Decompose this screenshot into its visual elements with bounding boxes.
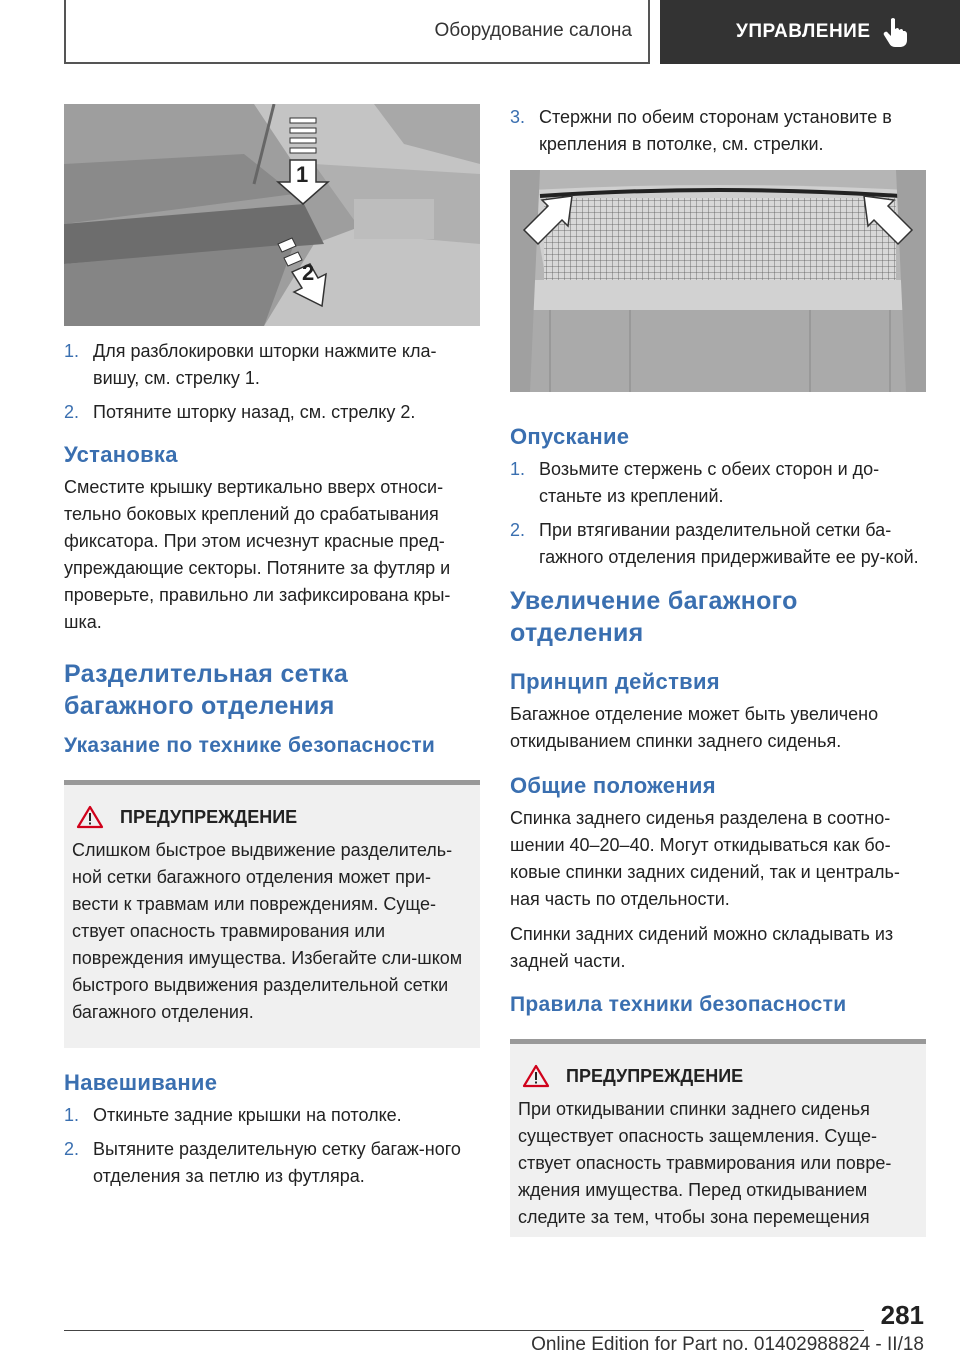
figure-label-1: 1 — [296, 162, 309, 187]
header-chapter-title: УПРАВЛЕНИЕ — [736, 21, 871, 42]
warning-triangle-icon — [522, 1064, 550, 1088]
footer-edition: Online Edition for Part no. 01402988824 - II/18 — [531, 1334, 924, 1355]
enlarge-heading: Увеличение багажного отделения — [510, 587, 798, 647]
warning-text-2: При откидывании спинки заднего сиденья существует опасность защемления. Суще-ствует опасность травмирования или повре-ждения имущества. Перед откидыванием следите за тем, чтобы зона перемещения — [518, 1099, 892, 1227]
principle-text: Багажное отделение может быть увеличено откидыванием спинки заднего сиденья. — [510, 704, 879, 751]
figure-label-2: 2 — [302, 260, 315, 285]
install-net-steps — [510, 104, 926, 158]
list-item: 3. Стержни по обеим сторонам установите в крепления в потолке, см. стрелки. — [510, 107, 892, 154]
left-column — [64, 104, 480, 1197]
warning-title-2: ПРЕДУПРЕЖДЕНИЕ — [518, 1064, 918, 1088]
lowering-steps — [510, 456, 926, 571]
install-heading: Установка — [64, 442, 178, 467]
warning-text: Слишком быстрое выдвижение разделитель-ной сетки багажного отделения может при-вести к травмам или повреждениям. Суще-ствует опасность травмирования или повреждения имущества. Избегайте сли-шком быстрого выдвижения разделительной сетки багажного отделения. — [72, 840, 463, 1022]
footer-divider — [64, 1330, 864, 1331]
hand-pointer-icon — [883, 17, 909, 47]
header-section-title: Оборудование салона — [434, 20, 632, 41]
general-text-1: Спинка заднего сиденья разделена в соотно-шении 40–20–40. Могут откидываться как бо-ковые спинки задних сидений, так и централь-ная часть по отдельности. — [510, 808, 900, 909]
list-item: 1. Для разблокировки шторки нажмите кла-вишу, см. стрелку 1. — [64, 341, 437, 388]
warning-box-2 — [510, 1039, 926, 1237]
header-section-tab — [64, 0, 650, 64]
page-number: 281 — [880, 1300, 924, 1330]
net-heading: Разделительная сетка багажного отделения — [64, 660, 349, 720]
list-item: 1. Возьмите стержень с обеих сторон и до-станьте из креплений. — [510, 459, 880, 506]
principle-heading: Принцип действия — [510, 669, 720, 694]
list-item: 1. Откиньте задние крышки на потолке. — [64, 1105, 402, 1125]
figure-cover-unlock — [64, 104, 480, 326]
safety-heading: Указание по технике безопасности — [64, 734, 436, 757]
right-column — [510, 104, 926, 1237]
install-text: Сместите крышку вертикально вверх относи-тельно боковых креплений до срабатывания фиксатора. При этом исчезнут красные пред-упреждающие секторы. Потяните за футляр и проверьте, правильно ли зафиксирована кры-шка. — [64, 477, 451, 632]
lowering-heading: Опускание — [510, 424, 630, 449]
hanging-steps — [64, 1102, 480, 1190]
warning-triangle-icon — [76, 805, 104, 829]
warning-title: ПРЕДУПРЕЖДЕНИЕ — [72, 805, 472, 829]
figure-net-installed — [510, 170, 926, 392]
list-item: 2. Потяните шторку назад, см. стрелку 2. — [64, 402, 416, 422]
unlock-steps — [64, 338, 480, 426]
safety2-heading: Правила техники безопасности — [510, 993, 847, 1016]
list-item: 2. При втягивании разделительной сетки ба-гажного отделения придерживайте ее ру-кой. — [510, 520, 919, 567]
hanging-heading: Навешивание — [64, 1070, 218, 1095]
general-text-2: Спинки задних сидений можно складывать из задней части. — [510, 924, 894, 971]
warning-box — [64, 780, 480, 1048]
list-item: 2. Вытяните разделительную сетку багаж-ного отделения за петлю из футляра. — [64, 1139, 461, 1186]
header-chapter-tab — [660, 0, 960, 64]
general-heading: Общие положения — [510, 773, 716, 798]
